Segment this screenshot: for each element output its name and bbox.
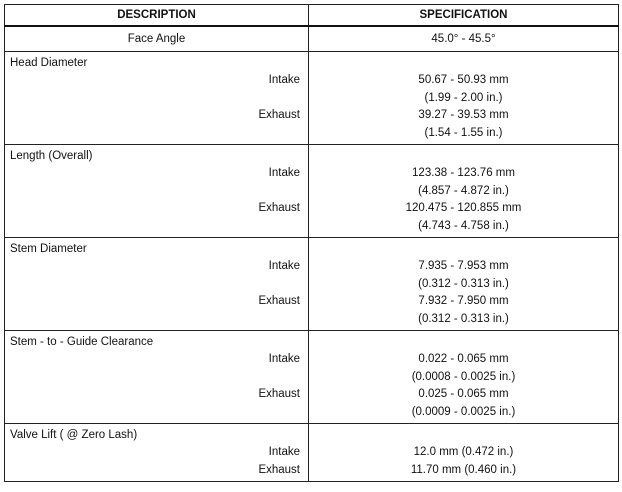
sub-label-spacer: [5, 218, 308, 236]
table-row-group: [5, 238, 619, 331]
spec-spacer: [309, 148, 618, 165]
sub-label: Exhaust: [258, 463, 300, 476]
spec-value: 123.38 - 123.76 mm: [412, 167, 515, 179]
sub-label-spacer: [5, 311, 308, 329]
sub-label-spacer: [5, 369, 308, 387]
sub-label-spacer: [5, 90, 308, 108]
sub-label: Exhaust: [258, 202, 300, 214]
spec-spacer: [309, 55, 618, 72]
spec-value: 7.935 - 7.953 mm: [418, 260, 509, 272]
sub-label-spacer: [5, 183, 308, 201]
spec-value: 39.27 - 39.53 mm: [418, 109, 509, 121]
table-row-group: [5, 145, 619, 238]
spec-value-converted: (0.0008 - 0.0025 in.): [411, 370, 516, 383]
group-title: Stem - to - Guide Clearance: [10, 336, 154, 348]
spec-value-converted: (4.743 - 4.758 in.): [418, 219, 509, 232]
spec-spacer: [309, 241, 618, 258]
sub-label: Exhaust: [258, 109, 300, 121]
group-title: Stem Diameter: [10, 243, 87, 255]
header-description: DESCRIPTION: [5, 5, 309, 27]
group-description-cell: [5, 52, 309, 145]
spec-value-converted: (1.54 - 1.55 in.): [424, 126, 503, 139]
group-specification-cell: [309, 424, 619, 482]
spec-value: 11.70 mm (0.460 in.): [410, 463, 517, 476]
face-angle-value: 45.0° - 45.5°: [309, 26, 619, 52]
spec-value: 0.022 - 0.065 mm: [418, 353, 509, 365]
spec-value: 50.67 - 50.93 mm: [418, 74, 509, 86]
spec-table-container: [4, 4, 618, 482]
spec-spacer: [309, 427, 618, 444]
group-specification-cell: [309, 145, 619, 238]
group-description-cell: [5, 145, 309, 238]
face-angle-label: Face Angle: [5, 26, 309, 52]
sub-label-spacer: [5, 125, 308, 143]
spec-value: 0.025 - 0.065 mm: [418, 388, 509, 400]
spec-value-converted: (0.312 - 0.313 in.): [418, 277, 509, 290]
header-specification: SPECIFICATION: [309, 5, 619, 27]
sub-label: Intake: [268, 74, 300, 86]
table-row-group: [5, 331, 619, 424]
group-specification-cell: [309, 52, 619, 145]
group-description-cell: [5, 331, 309, 424]
sub-label: Exhaust: [258, 388, 300, 400]
group-specification-cell: [309, 331, 619, 424]
valve-spec-table: [4, 4, 619, 482]
spec-value-converted: (1.99 - 2.00 in.): [424, 91, 503, 104]
table-row-group: [5, 52, 619, 145]
table-row-group: [5, 424, 619, 482]
spec-value: 12.0 mm (0.472 in.): [413, 446, 514, 458]
spec-value-converted: (4.857 - 4.872 in.): [418, 184, 509, 197]
group-title: Length (Overall): [10, 150, 93, 162]
group-specification-cell: [309, 238, 619, 331]
group-description-cell: [5, 238, 309, 331]
spec-value-converted: (0.312 - 0.313 in.): [418, 312, 509, 325]
group-title: Head Diameter: [10, 57, 88, 69]
sub-label: Intake: [268, 446, 300, 458]
sub-label: Intake: [268, 167, 300, 179]
group-title: Valve Lift ( @ Zero Lash): [10, 429, 138, 441]
sub-label: Intake: [268, 353, 300, 365]
spec-spacer: [309, 334, 618, 351]
group-description-cell: [5, 424, 309, 482]
sub-label-spacer: [5, 276, 308, 294]
spec-value: 7.932 - 7.950 mm: [418, 295, 509, 307]
table-row-face-angle: [5, 26, 619, 52]
header-row: [5, 5, 619, 27]
spec-value-converted: (0.0009 - 0.0025 in.): [411, 405, 516, 418]
sub-label: Exhaust: [258, 295, 300, 307]
sub-label-spacer: [5, 404, 308, 422]
sub-label: Intake: [268, 260, 300, 272]
spec-value: 120.475 - 120.855 mm: [405, 202, 522, 214]
